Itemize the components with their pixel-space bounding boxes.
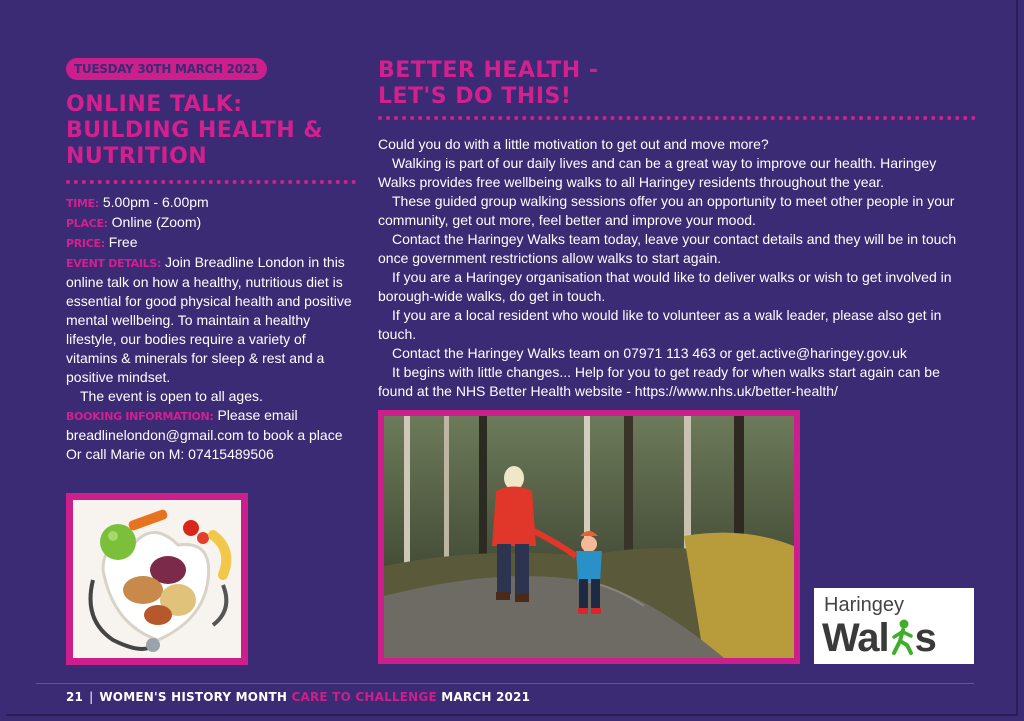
logo-text-haringey: Haringey [824, 594, 905, 616]
walking-person-icon [889, 619, 915, 655]
price-value: Free [104, 234, 138, 250]
event-details-value: Join Breadline London in this online talk on how a healthy, nutritious diet is essential for good physical health and positive mental wellbeing. To maintain a healthy lifestyle, our bodies require a variety of vitamins & minerals for sleep & rest and a positive mindset. [66, 254, 352, 385]
time-value: 5.00pm - 6.00pm [98, 194, 209, 210]
event-date-badge: TUESDAY 30TH MARCH 2021 [66, 58, 267, 80]
event-title: ONLINE TALK: BUILDING HEALTH & NUTRITION [66, 92, 324, 169]
event-details [66, 193, 356, 464]
footer-date: MARCH 2021 [441, 690, 531, 704]
logo-text-wal: Wal [822, 616, 889, 660]
paragraph: It begins with little changes... Help for you to get ready for when walks start again can be found at the NHS Better Health website - https://www.nhs.uk/better-health/ [378, 364, 940, 399]
paragraph: Contact the Haringey Walks team today, leave your contact details and they will be in touch once government restrictions allow walks to start again. [378, 231, 957, 266]
event-details-label: EVENT DETAILS: [66, 257, 162, 270]
logo-text-walks [822, 616, 936, 660]
footer-title: WOMEN'S HISTORY MONTH [99, 690, 288, 704]
dotted-divider-right [378, 116, 976, 120]
page-footer [66, 689, 530, 705]
paragraph: Contact the Haringey Walks team on 07971 113 463 or get.active@haringey.gov.uk [392, 345, 907, 361]
dotted-divider [66, 180, 356, 184]
article-heading [378, 58, 599, 110]
footer-separator: | [89, 690, 94, 704]
paragraph: If you are a local resident who would like to volunteer as a walk leader, please also get in touch. [378, 307, 942, 342]
page [6, 0, 1018, 716]
heading-line-2: LET'S DO THIS! [378, 84, 572, 109]
page-number: 21 [66, 690, 84, 704]
booking-value: Please email breadlinelondon@gmail.com to book a place Or call Marie on M: 07415489506 [66, 407, 343, 462]
healthy-food-photo [73, 500, 241, 658]
open-to-all-text: The event is open to all ages. [80, 388, 263, 404]
walk-photo-frame [378, 410, 800, 664]
paragraph: Walking is part of our daily lives and can be a great way to improve our health. Haringey Walks provides free wellbeing walks to all Haringey residents throughout the year. [378, 155, 937, 190]
footer-divider [36, 683, 974, 684]
place-label: PLACE: [66, 217, 108, 230]
paragraph: Could you do with a little motivation to get out and move more? [378, 136, 769, 152]
footer-theme: CARE TO CHALLENGE [291, 690, 437, 704]
logo-text-s: s [914, 616, 936, 660]
haringey-walks-logo [814, 588, 974, 664]
time-label: TIME: [66, 197, 99, 210]
article-body [378, 135, 976, 401]
paragraph: These guided group walking sessions offer you an opportunity to meet other people in your community, get out more, feel better and improve your mood. [378, 193, 955, 228]
paragraph: If you are a Haringey organisation that would like to deliver walks or wish to get involved in borough-wide walks, do get in touch. [378, 269, 952, 304]
booking-row [66, 406, 356, 464]
booking-label: BOOKING INFORMATION: [66, 410, 214, 423]
time-row [66, 193, 356, 213]
forest-walk-photo [384, 416, 794, 658]
heading-line-1: BETTER HEALTH - [378, 58, 599, 83]
forest-walk-illustration [384, 416, 794, 658]
price-row [66, 233, 356, 253]
healthy-food-illustration [73, 500, 241, 658]
place-row [66, 213, 356, 233]
food-photo-frame [66, 493, 248, 665]
details-row [66, 253, 356, 387]
place-value: Online (Zoom) [107, 214, 202, 230]
price-label: PRICE: [66, 237, 105, 250]
